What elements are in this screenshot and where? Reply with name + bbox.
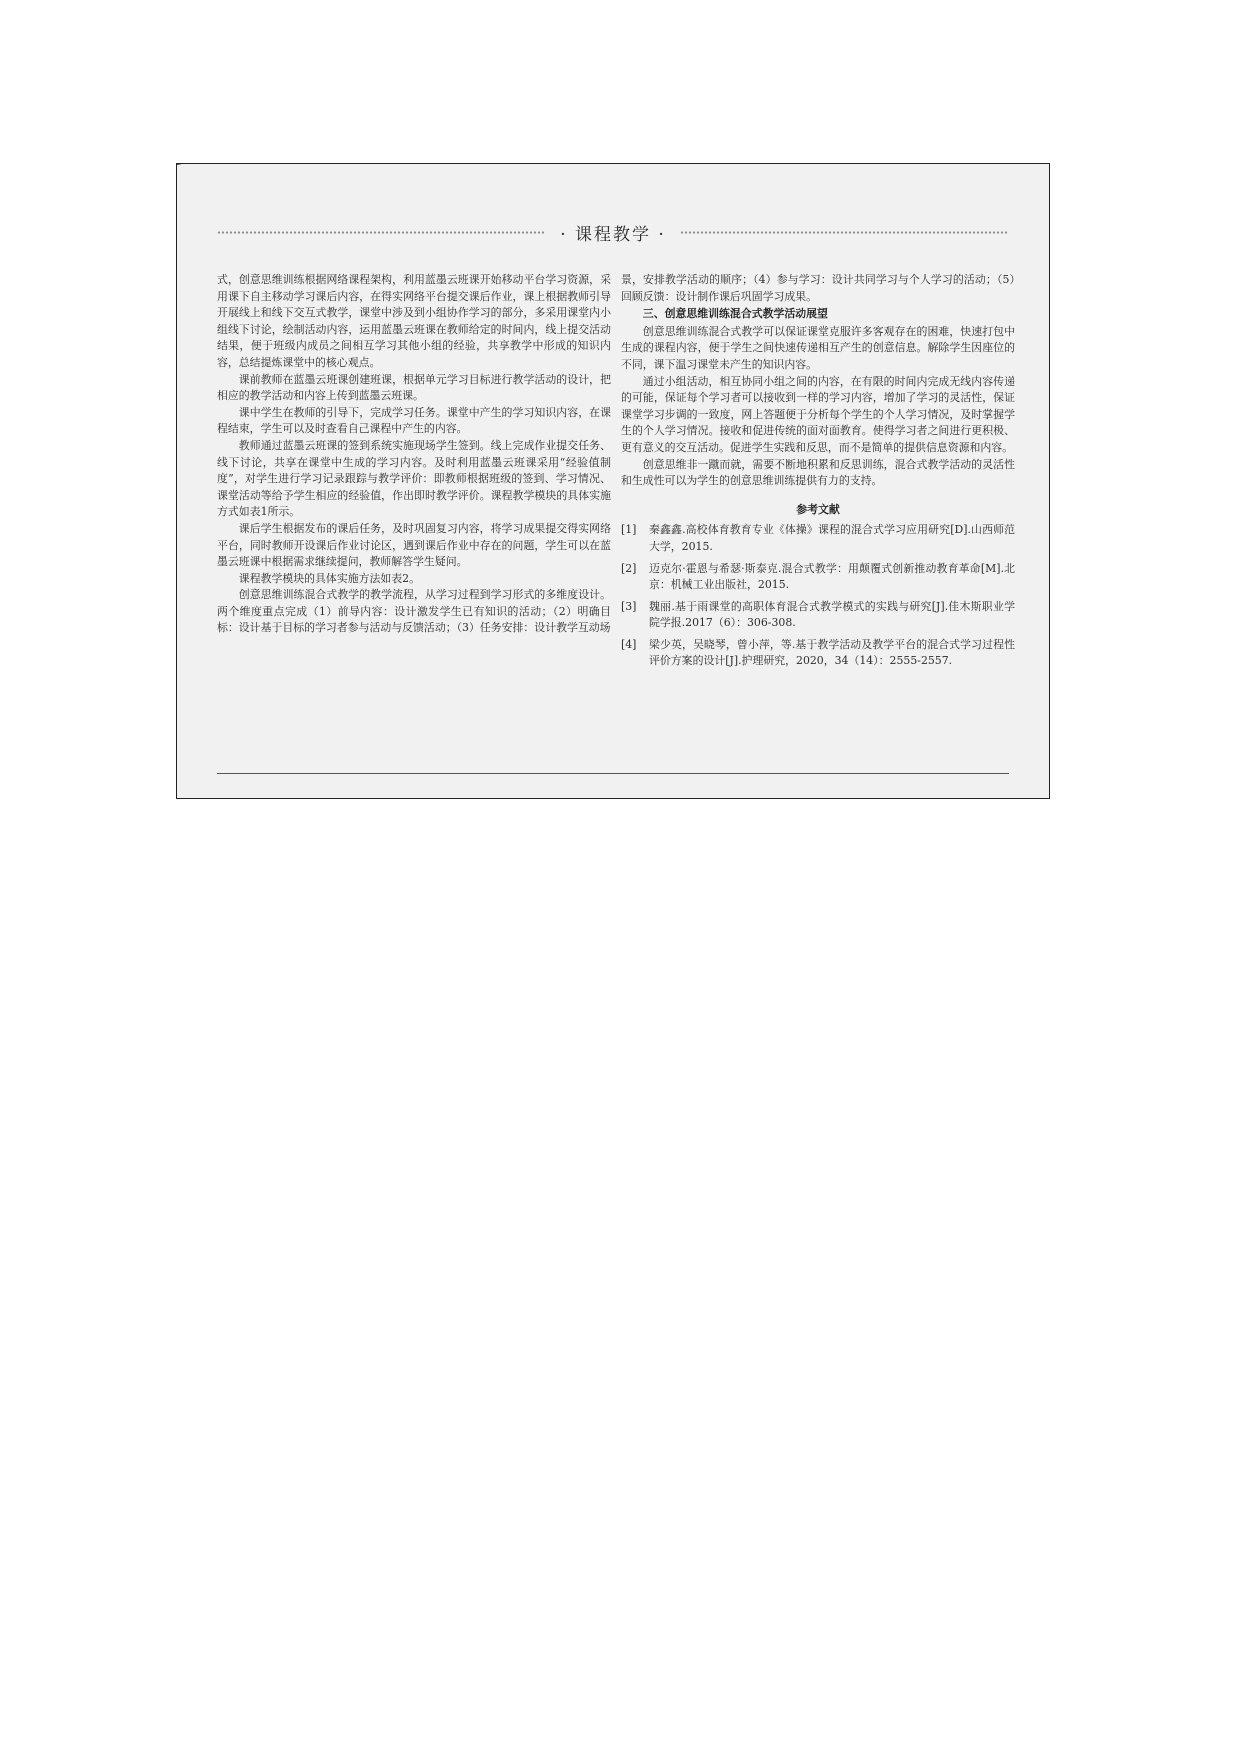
- left-paragraph-3: 课中学生在教师的引导下，完成学习任务。课堂中产生的学习知识内容，在课程结束，学生可以及时查看自己课程中产生的内容。: [217, 405, 611, 436]
- left-paragraph-6: 课程教学模块的具体实施方法如表2。: [238, 571, 420, 585]
- left-paragraph-7: 创意思维训练混合式教学的教学流程，从学习过程到学习形式的多维度设计。两个维度重点完成（1）前导内容：设计激发学生已有知识的活动；（2）明确目标：设计基于目标的学习者参与活动与反馈活动；（3）任务安排：设计教学互动场: [217, 588, 611, 635]
- page-corner-mark: [177, 163, 209, 177]
- left-paragraph-5: 课后学生根据发布的课后任务，及时巩固复习内容，将学习成果提交得实网络平台，同时教师开设课后作业讨论区，遇到课后作业中存在的问题，学生可以在蓝墨云班课中根据需求继续提问，教师解答学生疑问。: [217, 521, 611, 569]
- reference-item: [621, 522, 1015, 555]
- right-paragraph-3: 通过小组活动，相互协同小组之间的内容，在有限的时间内完成无线内容传递的可能，保证每个学习者可以接收到一样的学习内容，增加了学习的灵活性，保证课堂学习步调的一致度，网上答题便于分析每个学生的个人学习情况，及时掌握学生的个人学习情况。接收和促进传统的面对面教育。使得学习者之间进行更积极、更有意义的交互活动。促进学生实践和反思，而不是简单的提供信息资源和内容。: [621, 374, 1015, 454]
- header-title-text: 课程教学: [575, 224, 651, 245]
- reference-number: [2]: [621, 561, 637, 575]
- right-paragraph-2: 创意思维训练混合式教学可以保证课堂克服许多客观存在的困难，快速打包中生成的课程内容，便于学生之间快速传递相互产生的创意信息。解除学生因座位的不同，课下温习课堂未产生的知识内容。: [621, 324, 1015, 371]
- bottom-rule: [217, 773, 1009, 775]
- left-paragraph-2: 课前教师在蓝墨云班课创建班课，根据单元学习目标进行教学活动的设计，把相应的教学活动和内容上传到蓝墨云班课。: [217, 372, 611, 403]
- reference-number: [4]: [621, 637, 637, 651]
- section-heading: 三、创意思维训练混合式教学活动展望: [642, 307, 828, 321]
- reference-item: [621, 599, 1015, 632]
- right-paragraph-1: 景，安排教学活动的顺序；（4）参与学习：设计共同学习与个人学习的活动；（5）回顾反馈：设计制作课后巩固学习成果。: [621, 273, 1015, 303]
- reference-number: [1]: [621, 523, 637, 537]
- reference-item: [621, 637, 1015, 670]
- left-paragraph-1: 式，创意思维训练根据网络课程架构，利用蓝墨云班课开始移动平台学习资源，采用课下自主移动学习课后内容，在得实网络平台提交课后作业，课上根据教师引导开展线上和线下交互式教学，课堂中涉及到小组协作学习的部分，多采用课堂内小组线下讨论，绘制活动内容，运用蓝墨云班课在教师给定的时间内，线上提交活动结果，便于班级内成员之间相互学习其他小组的经验，共享教学中形成的知识内容，总结提炼课堂中的核心观点。: [217, 273, 611, 369]
- reference-text: 梁少英，吴晓琴，曾小萍，等.基于教学活动及教学平台的混合式学习过程性评价方案的设计[J].护理研究，2020，34（14）：2555-2557.: [649, 637, 1015, 668]
- left-paragraph-4: 教师通过蓝墨云班课的签到系统实施现场学生签到。线上完成作业提交任务、线下讨论，共享在课堂中生成的学习内容。及时利用蓝墨云班课采用“经验值制度”，对学生进行学习记录跟踪与教学评价：即教师根据班级的签到、学习情况、课堂活动等给予学生相应的经验值，作出即时教学评价。课程教学模块的具体实施方式如表1所示。: [217, 438, 611, 519]
- reference-item: [621, 561, 1015, 594]
- references-title: 参考文献: [796, 502, 840, 516]
- section-header: [217, 219, 1009, 245]
- right-column: [621, 272, 1015, 675]
- header-dotted-rule-right: [680, 231, 1009, 234]
- reference-text: 秦鑫鑫.高校体育教育专业《体操》课程的混合式学习应用研究[D].山西师范大学，2015.: [649, 523, 1015, 553]
- header-title: · 课程教学 ·: [560, 224, 666, 245]
- reference-text: 迈克尔·霍恩与希瑟·斯泰克.混合式教学：用颠覆式创新推动教育革命[M].北京：机械工业出版社，2015.: [649, 561, 1015, 592]
- reference-text: 魏丽.基于雨课堂的高职体育混合式教学模式的实践与研究[J].佳木斯职业学院学报.2017（6）：306-308.: [649, 599, 1015, 630]
- right-paragraph-4: 创意思维非一蹴而就，需要不断地积累和反思训练，混合式教学活动的灵活性和生成性可以为学生的创意思维训练提供有力的支持。: [621, 457, 1015, 488]
- scanned-page: [176, 163, 1050, 799]
- header-dotted-rule-left: [217, 231, 546, 234]
- reference-number: [3]: [621, 599, 637, 613]
- left-column: [217, 272, 611, 637]
